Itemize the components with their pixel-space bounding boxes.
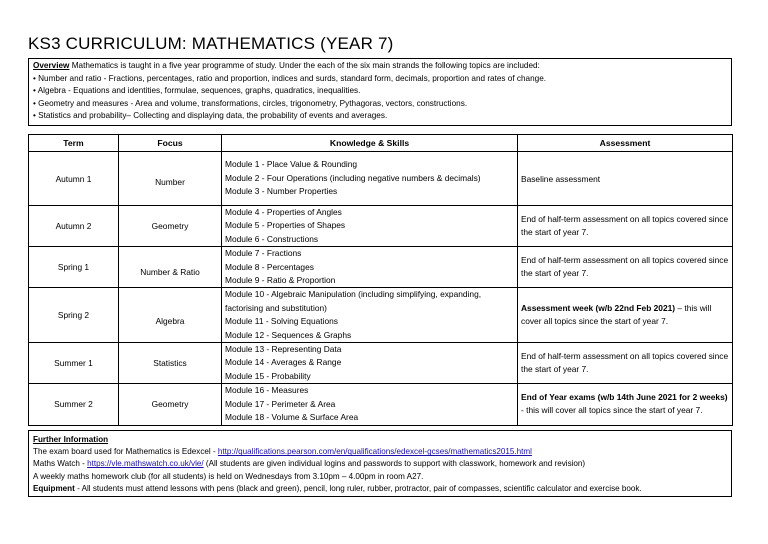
maths-watch-line bbox=[33, 458, 727, 470]
module-item: Module 10 - Algebraic Manipulation (including simplifying, expanding, factorising and substitution) bbox=[225, 289, 482, 313]
further-heading: Further Information bbox=[33, 435, 109, 444]
overview-intro-line bbox=[33, 60, 727, 73]
module-item: Module 16 - Measures bbox=[225, 385, 309, 396]
skills-cell bbox=[222, 247, 518, 288]
module-item: Module 9 - Ratio & Proportion bbox=[225, 275, 336, 286]
focus-cell: Geometry bbox=[119, 384, 222, 425]
table-row bbox=[29, 247, 733, 288]
overview-label: Overview bbox=[33, 61, 70, 70]
homework-club-line: A weekly maths homework club (for all students) is held on Wednesdays from 3.10pm – 4.00pm in room A27. bbox=[33, 471, 424, 481]
table-row bbox=[29, 288, 733, 343]
header-skills: Knowledge & Skills bbox=[222, 135, 518, 152]
equipment-text: - All students must attend lessons with pens (black and green), pencil, long ruler, rubber, protractor, pair of compasses, scientific calculator and exercise book. bbox=[74, 483, 642, 493]
module-item: Module 1 - Place Value & Rounding bbox=[225, 159, 358, 170]
module-item: Module 7 - Fractions bbox=[225, 248, 302, 259]
term-cell: Spring 1 bbox=[29, 247, 119, 288]
equipment-line bbox=[33, 483, 727, 495]
focus-cell: Number & Ratio bbox=[119, 247, 222, 288]
skills-cell bbox=[222, 206, 518, 247]
header-term: Term bbox=[29, 135, 119, 152]
overview-item: • Statistics and probability– Collecting and displaying data, the probability of events and averages. bbox=[33, 111, 388, 121]
assessment-text: – this will cover all topics since the start of year 7. bbox=[521, 302, 712, 327]
module-item: Module 5 - Properties of Shapes bbox=[225, 220, 346, 231]
exam-board-line bbox=[33, 446, 727, 458]
focus-cell: Algebra bbox=[119, 288, 222, 343]
page-title: KS3 CURRICULUM: MATHEMATICS (YEAR 7) bbox=[28, 34, 394, 53]
term-cell: Spring 2 bbox=[29, 288, 119, 343]
module-item: Module 13 - Representing Data bbox=[225, 344, 342, 355]
term-cell: Summer 2 bbox=[29, 384, 119, 425]
header-focus: Focus bbox=[119, 135, 222, 152]
maths-watch-label: Maths Watch - bbox=[33, 459, 88, 469]
term-cell: Autumn 2 bbox=[29, 206, 119, 247]
assessment-cell: End of half-term assessment on all topics covered since the start of year 7. bbox=[518, 247, 733, 288]
exam-board-text: The exam board used for Mathematics is Edexcel - bbox=[33, 447, 218, 457]
module-item: Module 8 - Percentages bbox=[225, 261, 314, 272]
assessment-highlight: End of Year exams (w/b 14th June 2021 for 2 weeks) bbox=[521, 391, 728, 402]
overview-intro: Mathematics is taught in a five year programme of study. Under the each of the six main strands the following topics are included: bbox=[69, 61, 540, 70]
overview-item: • Number and ratio - Fractions, percentages, ratio and proportion, indices and surds, standard form, decimals, proportion and rates of change. bbox=[33, 73, 547, 83]
assessment-cell bbox=[518, 384, 733, 425]
table-row bbox=[29, 384, 733, 425]
curriculum-table bbox=[28, 134, 733, 426]
table-row bbox=[29, 206, 733, 247]
table-row bbox=[29, 152, 733, 206]
overview-item: • Algebra - Equations and identities, formulae, sequences, graphs, quadratics, inequalities. bbox=[33, 86, 361, 96]
module-item: Module 2 - Four Operations (including negative numbers & decimals) bbox=[225, 172, 481, 183]
module-item: Module 15 - Probability bbox=[225, 370, 311, 381]
skills-cell bbox=[222, 288, 518, 343]
further-information-box bbox=[28, 430, 732, 497]
exam-board-link[interactable]: http://qualifications.pearson.com/en/qualifications/edexcel-gcses/mathematics2015.html bbox=[217, 447, 532, 457]
term-cell: Autumn 1 bbox=[29, 152, 119, 206]
table-row bbox=[29, 343, 733, 384]
table-header-row bbox=[29, 135, 733, 152]
equipment-label: Equipment bbox=[33, 483, 75, 493]
module-item: Module 3 - Number Properties bbox=[225, 186, 338, 197]
skills-cell bbox=[222, 343, 518, 384]
assessment-cell: End of half-term assessment on all topics covered since the start of year 7. bbox=[518, 206, 733, 247]
assessment-cell: End of half-term assessment on all topics covered since the start of year 7. bbox=[518, 343, 733, 384]
module-item: Module 17 - Perimeter & Area bbox=[225, 398, 336, 409]
focus-cell: Number bbox=[119, 152, 222, 206]
maths-watch-text: (All students are given individual logins and passwords to support with classwork, homework and revision) bbox=[203, 459, 586, 469]
module-item: Module 6 - Constructions bbox=[225, 233, 319, 244]
term-cell: Summer 1 bbox=[29, 343, 119, 384]
module-item: Module 12 - Sequences & Graphs bbox=[225, 329, 352, 340]
maths-watch-link[interactable]: https://vle.mathswatch.co.uk/vle/ bbox=[87, 459, 204, 469]
overview-item: • Geometry and measures - Area and volume, transformations, circles, trigonometry, Pythagoras, vectors, constructions. bbox=[33, 98, 468, 108]
focus-cell: Geometry bbox=[119, 206, 222, 247]
overview-box bbox=[28, 58, 732, 126]
assessment-text: - this will cover all topics since the start of year 7. bbox=[521, 405, 703, 416]
skills-cell bbox=[222, 152, 518, 206]
assessment-cell: Baseline assessment bbox=[518, 152, 733, 206]
skills-cell bbox=[222, 384, 518, 425]
module-item: Module 14 - Averages & Range bbox=[225, 357, 342, 368]
assessment-cell bbox=[518, 288, 733, 343]
module-item: Module 18 - Volume & Surface Area bbox=[225, 412, 359, 423]
module-item: Module 4 - Properties of Angles bbox=[225, 207, 342, 217]
module-item: Module 11 - Solving Equations bbox=[225, 316, 338, 327]
assessment-highlight: Assessment week (w/b 22nd Feb 2021) bbox=[521, 302, 676, 313]
focus-cell: Statistics bbox=[119, 343, 222, 384]
header-assessment: Assessment bbox=[518, 135, 733, 152]
